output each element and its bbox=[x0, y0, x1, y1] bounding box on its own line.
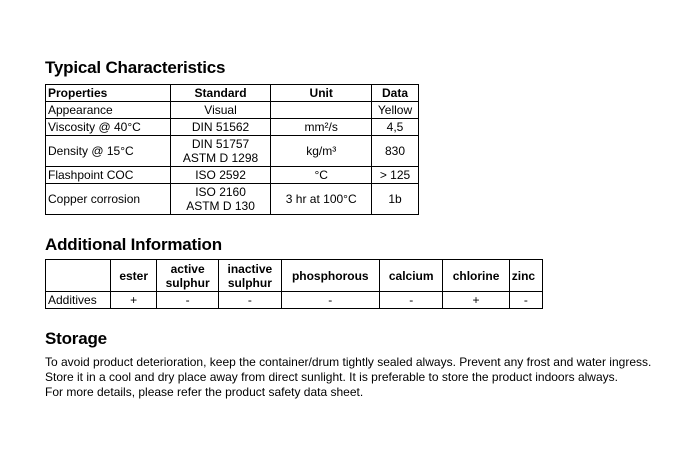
property-cell: Copper corrosion bbox=[46, 184, 171, 215]
column-header-standard: Standard bbox=[170, 85, 271, 102]
property-cell: Density @ 15°C bbox=[46, 136, 171, 167]
standard-line: ASTM D 1298 bbox=[182, 151, 259, 165]
data-cell: 4,5 bbox=[372, 119, 419, 136]
property-cell: Flashpoint COC bbox=[46, 167, 171, 184]
column-header-empty bbox=[46, 260, 111, 292]
header-line: active bbox=[170, 261, 205, 276]
header-line: zinc bbox=[511, 268, 536, 283]
column-header-calcium bbox=[380, 260, 443, 292]
unit-cell: kg/m³ bbox=[271, 136, 372, 167]
standard-cell: ISO 2592 bbox=[170, 167, 271, 184]
table-row bbox=[46, 119, 419, 136]
column-header-unit: Unit bbox=[271, 85, 372, 102]
standard-line: ASTM D 130 bbox=[186, 199, 255, 213]
value-cell: - bbox=[219, 292, 281, 309]
table-row bbox=[46, 292, 543, 309]
data-cell: Yellow bbox=[372, 102, 419, 119]
storage-line: To avoid product deterioration, keep the container/drum tightly sealed always. Prevent any frost and water ingress. bbox=[45, 355, 652, 369]
data-cell: > 125 bbox=[372, 167, 419, 184]
storage-heading: Storage bbox=[45, 329, 107, 348]
column-header-properties: Properties bbox=[46, 85, 171, 102]
column-header-inactive-sulphur bbox=[219, 260, 281, 292]
unit-cell bbox=[271, 102, 372, 119]
header-line: calcium bbox=[388, 268, 434, 283]
value-cell: - bbox=[157, 292, 219, 309]
value-cell: - bbox=[380, 292, 443, 309]
unit-cell: °C bbox=[271, 167, 372, 184]
table-row bbox=[46, 136, 419, 167]
standard-line: DIN 51757 bbox=[191, 137, 250, 151]
table-row bbox=[46, 102, 419, 119]
unit-cell: mm²/s bbox=[271, 119, 372, 136]
column-header-chlorine bbox=[443, 260, 509, 292]
table-row bbox=[46, 184, 419, 215]
header-line: sulphur bbox=[227, 275, 272, 290]
value-cell: - bbox=[281, 292, 380, 309]
row-label-additives: Additives bbox=[46, 292, 111, 309]
table-row bbox=[46, 167, 419, 184]
header-line: ester bbox=[119, 268, 149, 283]
column-header-ester bbox=[111, 260, 157, 292]
header-line: chlorine bbox=[452, 268, 500, 283]
value-cell: + bbox=[443, 292, 509, 309]
standard-cell: DIN 51562 bbox=[170, 119, 271, 136]
property-cell: Viscosity @ 40°C bbox=[46, 119, 171, 136]
data-cell: 830 bbox=[372, 136, 419, 167]
header-line: sulphur bbox=[165, 275, 210, 290]
storage-line: For more details, please refer the product safety data sheet. bbox=[45, 385, 364, 399]
table-header-row bbox=[46, 85, 419, 102]
column-header-phosphorous bbox=[281, 260, 380, 292]
storage-line: Store it in a cool and dry place away from direct sunlight. It is preferable to store the product indoors always. bbox=[45, 370, 618, 384]
column-header-data: Data bbox=[372, 85, 419, 102]
header-line: inactive bbox=[227, 261, 273, 276]
unit-cell: 3 hr at 100°C bbox=[271, 184, 372, 215]
standard-cell bbox=[170, 136, 271, 167]
header-line: phosphorous bbox=[291, 268, 369, 283]
column-header-active-sulphur bbox=[157, 260, 219, 292]
standard-cell bbox=[170, 184, 271, 215]
storage-paragraph bbox=[45, 355, 685, 400]
typical-characteristics-table bbox=[45, 84, 419, 215]
column-header-zinc bbox=[509, 260, 542, 292]
property-cell: Appearance bbox=[46, 102, 171, 119]
data-cell: 1b bbox=[372, 184, 419, 215]
value-cell: + bbox=[111, 292, 157, 309]
value-cell: - bbox=[509, 292, 542, 309]
additional-information-heading: Additional Information bbox=[45, 235, 222, 254]
additives-table bbox=[45, 259, 543, 309]
typical-characteristics-heading: Typical Characteristics bbox=[45, 58, 226, 77]
standard-line: ISO 2160 bbox=[195, 185, 246, 199]
table-header-row bbox=[46, 260, 543, 292]
standard-cell: Visual bbox=[170, 102, 271, 119]
